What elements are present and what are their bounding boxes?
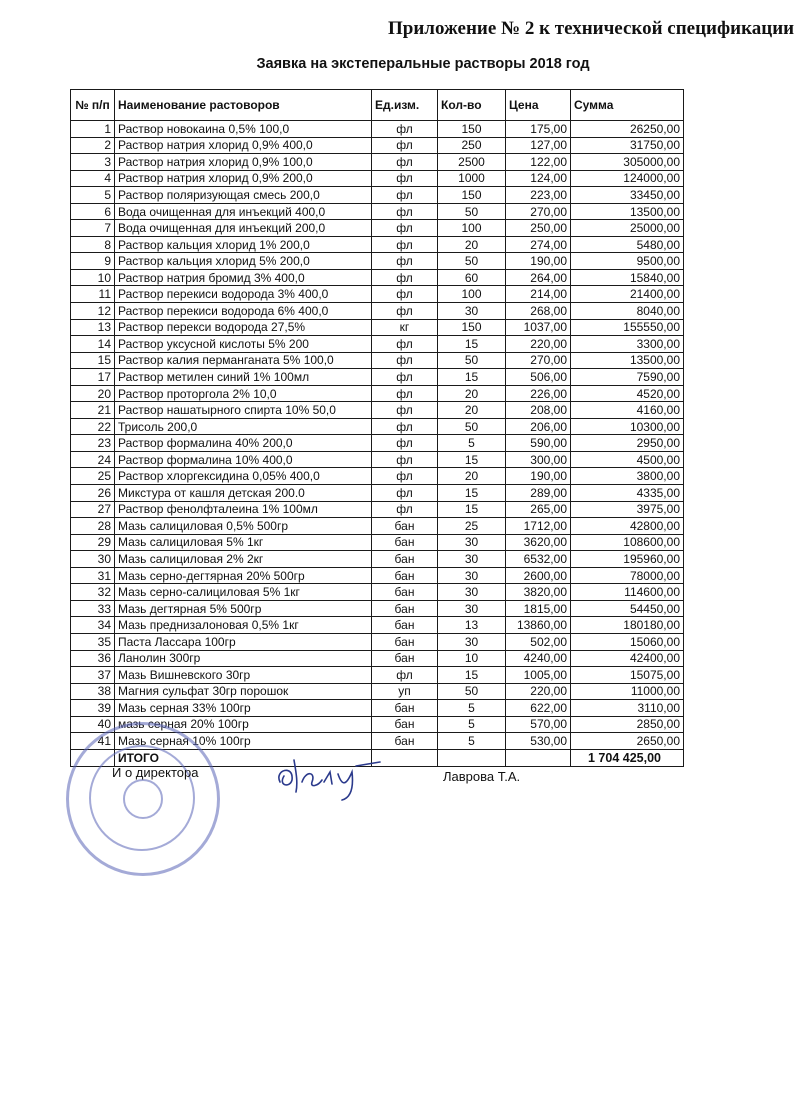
item-name-cell: Раствор калия перманганата 5% 100,0 [115,352,372,369]
item-name-cell: Раствор кальция хлорид 1% 200,0 [115,236,372,253]
quantity-cell: 2500 [438,154,506,171]
row-number-cell: 12 [71,303,115,320]
row-number-cell: 39 [71,700,115,717]
sum-cell: 10300,00 [571,418,684,435]
unit-cell: фл [372,385,438,402]
price-cell: 223,00 [506,187,571,204]
item-name-cell: Раствор перекиси водорода 6% 400,0 [115,303,372,320]
table-row [71,352,684,369]
row-number-cell: 29 [71,534,115,551]
price-cell: 127,00 [506,137,571,154]
sum-cell: 8040,00 [571,303,684,320]
row-number-cell: 41 [71,733,115,750]
sum-cell: 108600,00 [571,534,684,551]
unit-cell: фл [372,303,438,320]
sum-cell: 155550,00 [571,319,684,336]
row-number-cell: 36 [71,650,115,667]
price-cell: 208,00 [506,402,571,419]
table-row [71,236,684,253]
unit-cell: фл [372,485,438,502]
table-row [71,667,684,684]
unit-cell: фл [372,451,438,468]
row-number-cell: 23 [71,435,115,452]
quantity-cell: 30 [438,584,506,601]
document-title: Заявка на экстеперальные растворы 2018 год [256,56,590,72]
quantity-cell: 13 [438,617,506,634]
sum-cell: 15075,00 [571,667,684,684]
total-sum: 1 704 425,00 [571,749,684,766]
price-cell: 590,00 [506,435,571,452]
unit-cell: фл [372,170,438,187]
row-number-cell: 5 [71,187,115,204]
table-row [71,584,684,601]
table-row [71,700,684,717]
unit-cell: фл [372,269,438,286]
col-header-price: Цена [506,90,571,121]
row-number-cell: 13 [71,319,115,336]
item-name-cell: Раствор натрия бромид 3% 400,0 [115,269,372,286]
quantity-cell: 15 [438,667,506,684]
unit-cell: кг [372,319,438,336]
price-cell: 124,00 [506,170,571,187]
item-name-cell: Паста Лассара 100гр [115,633,372,650]
table-row [71,402,684,419]
price-cell: 530,00 [506,733,571,750]
table-row [71,485,684,502]
sum-cell: 124000,00 [571,170,684,187]
quantity-cell: 30 [438,600,506,617]
sum-cell: 78000,00 [571,567,684,584]
item-name-cell: Раствор поляризующая смесь 200,0 [115,187,372,204]
table-row [71,418,684,435]
item-name-cell: Мазь серно-салициловая 5% 1кг [115,584,372,601]
table-row [71,600,684,617]
price-cell: 206,00 [506,418,571,435]
quantity-cell: 15 [438,451,506,468]
item-name-cell: Раствор новокаина 0,5% 100,0 [115,121,372,138]
director-label: И о директора [112,765,199,780]
row-number-cell: 24 [71,451,115,468]
sum-cell: 3110,00 [571,700,684,717]
row-number-cell: 1 [71,121,115,138]
sum-cell: 2850,00 [571,716,684,733]
row-number-cell: 37 [71,667,115,684]
item-name-cell: Раствор формалина 40% 200,0 [115,435,372,452]
quantity-cell: 15 [438,485,506,502]
item-name-cell: Мазь преднизалоновая 0,5% 1кг [115,617,372,634]
price-cell: 220,00 [506,336,571,353]
item-name-cell: Мазь салициловая 0,5% 500гр [115,518,372,535]
unit-cell: фл [372,501,438,518]
col-header-qty: Кол-во [438,90,506,121]
unit-cell: бан [372,700,438,717]
unit-cell: бан [372,716,438,733]
sum-cell: 54450,00 [571,600,684,617]
table-row [71,303,684,320]
unit-cell: бан [372,733,438,750]
table-row [71,269,684,286]
total-label: ИТОГО [115,749,372,766]
sum-cell: 9500,00 [571,253,684,270]
item-name-cell: Раствор натрия хлорид 0,9% 100,0 [115,154,372,171]
unit-cell: фл [372,220,438,237]
sum-cell: 4335,00 [571,485,684,502]
row-number-cell: 26 [71,485,115,502]
sum-cell: 42800,00 [571,518,684,535]
table-row [71,385,684,402]
sum-cell: 5480,00 [571,236,684,253]
price-cell: 1037,00 [506,319,571,336]
row-number-cell: 35 [71,633,115,650]
item-name-cell: Магния сульфат 30гр порошок [115,683,372,700]
sum-cell: 2950,00 [571,435,684,452]
price-cell: 502,00 [506,633,571,650]
price-cell: 250,00 [506,220,571,237]
sum-cell: 21400,00 [571,286,684,303]
sum-cell: 4520,00 [571,385,684,402]
price-cell: 122,00 [506,154,571,171]
price-cell: 270,00 [506,203,571,220]
quantity-cell: 15 [438,501,506,518]
quantity-cell: 30 [438,303,506,320]
unit-cell: фл [372,369,438,386]
unit-cell: фл [372,253,438,270]
quantity-cell: 50 [438,418,506,435]
table-row [71,121,684,138]
price-cell: 220,00 [506,683,571,700]
row-number-cell: 32 [71,584,115,601]
quantity-cell: 60 [438,269,506,286]
item-name-cell: Мазь салициловая 5% 1кг [115,534,372,551]
item-name-cell: Раствор натрия хлорид 0,9% 200,0 [115,170,372,187]
row-number-cell: 15 [71,352,115,369]
item-name-cell: Раствор перекиси водорода 3% 400,0 [115,286,372,303]
signer-name: Лаврова Т.А. [443,769,521,784]
price-cell: 289,00 [506,485,571,502]
row-number-cell: 38 [71,683,115,700]
price-cell: 300,00 [506,451,571,468]
quantity-cell: 30 [438,551,506,568]
unit-cell: уп [372,683,438,700]
row-number-cell: 11 [71,286,115,303]
table-row [71,137,684,154]
table-row [71,451,684,468]
unit-cell: фл [372,336,438,353]
price-cell: 4240,00 [506,650,571,667]
quantity-cell: 15 [438,369,506,386]
item-name-cell: Мазь серная 33% 100гр [115,700,372,717]
row-number-cell: 10 [71,269,115,286]
unit-cell: фл [372,352,438,369]
unit-cell: фл [372,435,438,452]
item-name-cell: Раствор натрия хлорид 0,9% 400,0 [115,137,372,154]
row-number-cell: 40 [71,716,115,733]
total-empty-cell [438,749,506,766]
table-row [71,683,684,700]
item-name-cell: Раствор хлоргексидина 0,05% 400,0 [115,468,372,485]
quantity-cell: 20 [438,385,506,402]
unit-cell: фл [372,402,438,419]
col-header-unit: Ед.изм. [372,90,438,121]
quantity-cell: 5 [438,435,506,452]
item-name-cell: Трисоль 200,0 [115,418,372,435]
unit-cell: бан [372,600,438,617]
table-body [71,121,684,750]
price-cell: 175,00 [506,121,571,138]
item-name-cell: Раствор кальция хлорид 5% 200,0 [115,253,372,270]
price-cell: 3820,00 [506,584,571,601]
unit-cell: фл [372,236,438,253]
price-cell: 622,00 [506,700,571,717]
sum-cell: 3300,00 [571,336,684,353]
row-number-cell: 20 [71,385,115,402]
price-cell: 190,00 [506,468,571,485]
quantity-cell: 30 [438,567,506,584]
item-name-cell: Вода очищенная для инъекций 200,0 [115,220,372,237]
sum-cell: 31750,00 [571,137,684,154]
table-row [71,633,684,650]
sum-cell: 33450,00 [571,187,684,204]
item-name-cell: Раствор проторгола 2% 10,0 [115,385,372,402]
quantity-cell: 50 [438,253,506,270]
table-row [71,154,684,171]
row-number-cell: 7 [71,220,115,237]
item-name-cell: Вода очищенная для инъекций 400,0 [115,203,372,220]
quantity-cell: 1000 [438,170,506,187]
item-name-cell: Мазь серная 10% 100гр [115,733,372,750]
sum-cell: 7590,00 [571,369,684,386]
row-number-cell: 6 [71,203,115,220]
quantity-cell: 5 [438,733,506,750]
sum-cell: 180180,00 [571,617,684,634]
row-number-cell: 28 [71,518,115,535]
unit-cell: фл [372,203,438,220]
sum-cell: 26250,00 [571,121,684,138]
quantity-cell: 250 [438,137,506,154]
sum-cell: 4500,00 [571,451,684,468]
sum-cell: 13500,00 [571,203,684,220]
table-row [71,319,684,336]
quantity-cell: 50 [438,203,506,220]
unit-cell: фл [372,154,438,171]
price-cell: 1712,00 [506,518,571,535]
sum-cell: 13500,00 [571,352,684,369]
quantity-cell: 25 [438,518,506,535]
row-number-cell: 25 [71,468,115,485]
item-name-cell: Раствор нашатырного спирта 10% 50,0 [115,402,372,419]
row-number-cell: 34 [71,617,115,634]
row-number-cell: 17 [71,369,115,386]
quantity-cell: 150 [438,319,506,336]
unit-cell: бан [372,617,438,634]
price-cell: 1815,00 [506,600,571,617]
quantity-cell: 20 [438,236,506,253]
sum-cell: 42400,00 [571,650,684,667]
price-cell: 570,00 [506,716,571,733]
quantity-cell: 10 [438,650,506,667]
sum-cell: 2650,00 [571,733,684,750]
sum-cell: 25000,00 [571,220,684,237]
total-empty-cell [506,749,571,766]
item-name-cell: Ланолин 300гр [115,650,372,667]
item-name-cell: мазь серная 20% 100гр [115,716,372,733]
quantity-cell: 150 [438,121,506,138]
unit-cell: бан [372,633,438,650]
row-number-cell: 21 [71,402,115,419]
quantity-cell: 100 [438,220,506,237]
sum-cell: 15060,00 [571,633,684,650]
table-row [71,501,684,518]
table-row [71,220,684,237]
seal-inner-ring [89,745,195,851]
table-row [71,336,684,353]
sum-cell: 11000,00 [571,683,684,700]
quantity-cell: 150 [438,187,506,204]
quantity-cell: 30 [438,534,506,551]
unit-cell: фл [372,418,438,435]
row-number-cell: 27 [71,501,115,518]
price-cell: 6532,00 [506,551,571,568]
unit-cell: бан [372,650,438,667]
price-cell: 274,00 [506,236,571,253]
row-number-cell: 31 [71,567,115,584]
row-number-cell: 4 [71,170,115,187]
table-row [71,286,684,303]
item-name-cell: Раствор перекси водорода 27,5% [115,319,372,336]
row-number-cell: 8 [71,236,115,253]
price-cell: 214,00 [506,286,571,303]
round-seal-icon [66,722,220,876]
row-number-cell: 22 [71,418,115,435]
item-name-cell: Раствор фенолфталеина 1% 100мл [115,501,372,518]
table-row [71,170,684,187]
unit-cell: фл [372,286,438,303]
sum-cell: 4160,00 [571,402,684,419]
row-number-cell: 30 [71,551,115,568]
price-cell: 3620,00 [506,534,571,551]
item-name-cell: Мазь салициловая 2% 2кг [115,551,372,568]
quantity-cell: 20 [438,402,506,419]
sum-cell: 114600,00 [571,584,684,601]
price-cell: 268,00 [506,303,571,320]
item-name-cell: Микстура от кашля детская 200.0 [115,485,372,502]
table-row [71,551,684,568]
unit-cell: фл [372,121,438,138]
quantity-cell: 30 [438,633,506,650]
price-cell: 226,00 [506,385,571,402]
unit-cell: бан [372,567,438,584]
quantity-cell: 50 [438,352,506,369]
item-name-cell: Мазь Вишневского 30гр [115,667,372,684]
row-number-cell: 14 [71,336,115,353]
item-name-cell: Раствор уксусной кислоты 5% 200 [115,336,372,353]
sum-cell: 195960,00 [571,551,684,568]
quantity-cell: 5 [438,700,506,717]
quantity-cell: 50 [438,683,506,700]
table-row [71,617,684,634]
quantity-cell: 20 [438,468,506,485]
appendix-heading: Приложение № 2 к технической спецификации [388,18,795,39]
price-cell: 1005,00 [506,667,571,684]
row-number-cell: 9 [71,253,115,270]
sum-cell: 15840,00 [571,269,684,286]
unit-cell: фл [372,187,438,204]
table-row [71,650,684,667]
row-number-cell: 2 [71,137,115,154]
table-row [71,468,684,485]
col-header-sum: Сумма [571,90,684,121]
row-number-cell: 3 [71,154,115,171]
item-name-cell: Мазь серно-дегтярная 20% 500гр [115,567,372,584]
unit-cell: бан [372,518,438,535]
quantity-cell: 100 [438,286,506,303]
price-cell: 264,00 [506,269,571,286]
seal-core-ring [123,779,163,819]
col-header-name: Наименование растоворов [115,90,372,121]
price-cell: 506,00 [506,369,571,386]
unit-cell: фл [372,137,438,154]
table-row [71,203,684,220]
price-cell: 13860,00 [506,617,571,634]
table-row [71,567,684,584]
table-row [71,369,684,386]
item-name-cell: Мазь дегтярная 5% 500гр [115,600,372,617]
table-row [71,435,684,452]
unit-cell: фл [372,667,438,684]
price-cell: 265,00 [506,501,571,518]
table-row [71,253,684,270]
item-name-cell: Раствор формалина 10% 400,0 [115,451,372,468]
unit-cell: бан [372,534,438,551]
sum-cell: 305000,00 [571,154,684,171]
row-number-cell: 33 [71,600,115,617]
unit-cell: бан [372,551,438,568]
sum-cell: 3800,00 [571,468,684,485]
quantity-cell: 5 [438,716,506,733]
table-header-row [71,90,684,121]
item-name-cell: Раствор метилен синий 1% 100мл [115,369,372,386]
table-row [71,534,684,551]
table-row [71,187,684,204]
handwritten-signature-icon [272,752,382,802]
solutions-table [70,89,684,767]
unit-cell: фл [372,468,438,485]
col-header-num: № п/п [71,90,115,121]
price-cell: 270,00 [506,352,571,369]
price-cell: 2600,00 [506,567,571,584]
sum-cell: 3975,00 [571,501,684,518]
price-cell: 190,00 [506,253,571,270]
table-row [71,518,684,535]
quantity-cell: 15 [438,336,506,353]
unit-cell: бан [372,584,438,601]
